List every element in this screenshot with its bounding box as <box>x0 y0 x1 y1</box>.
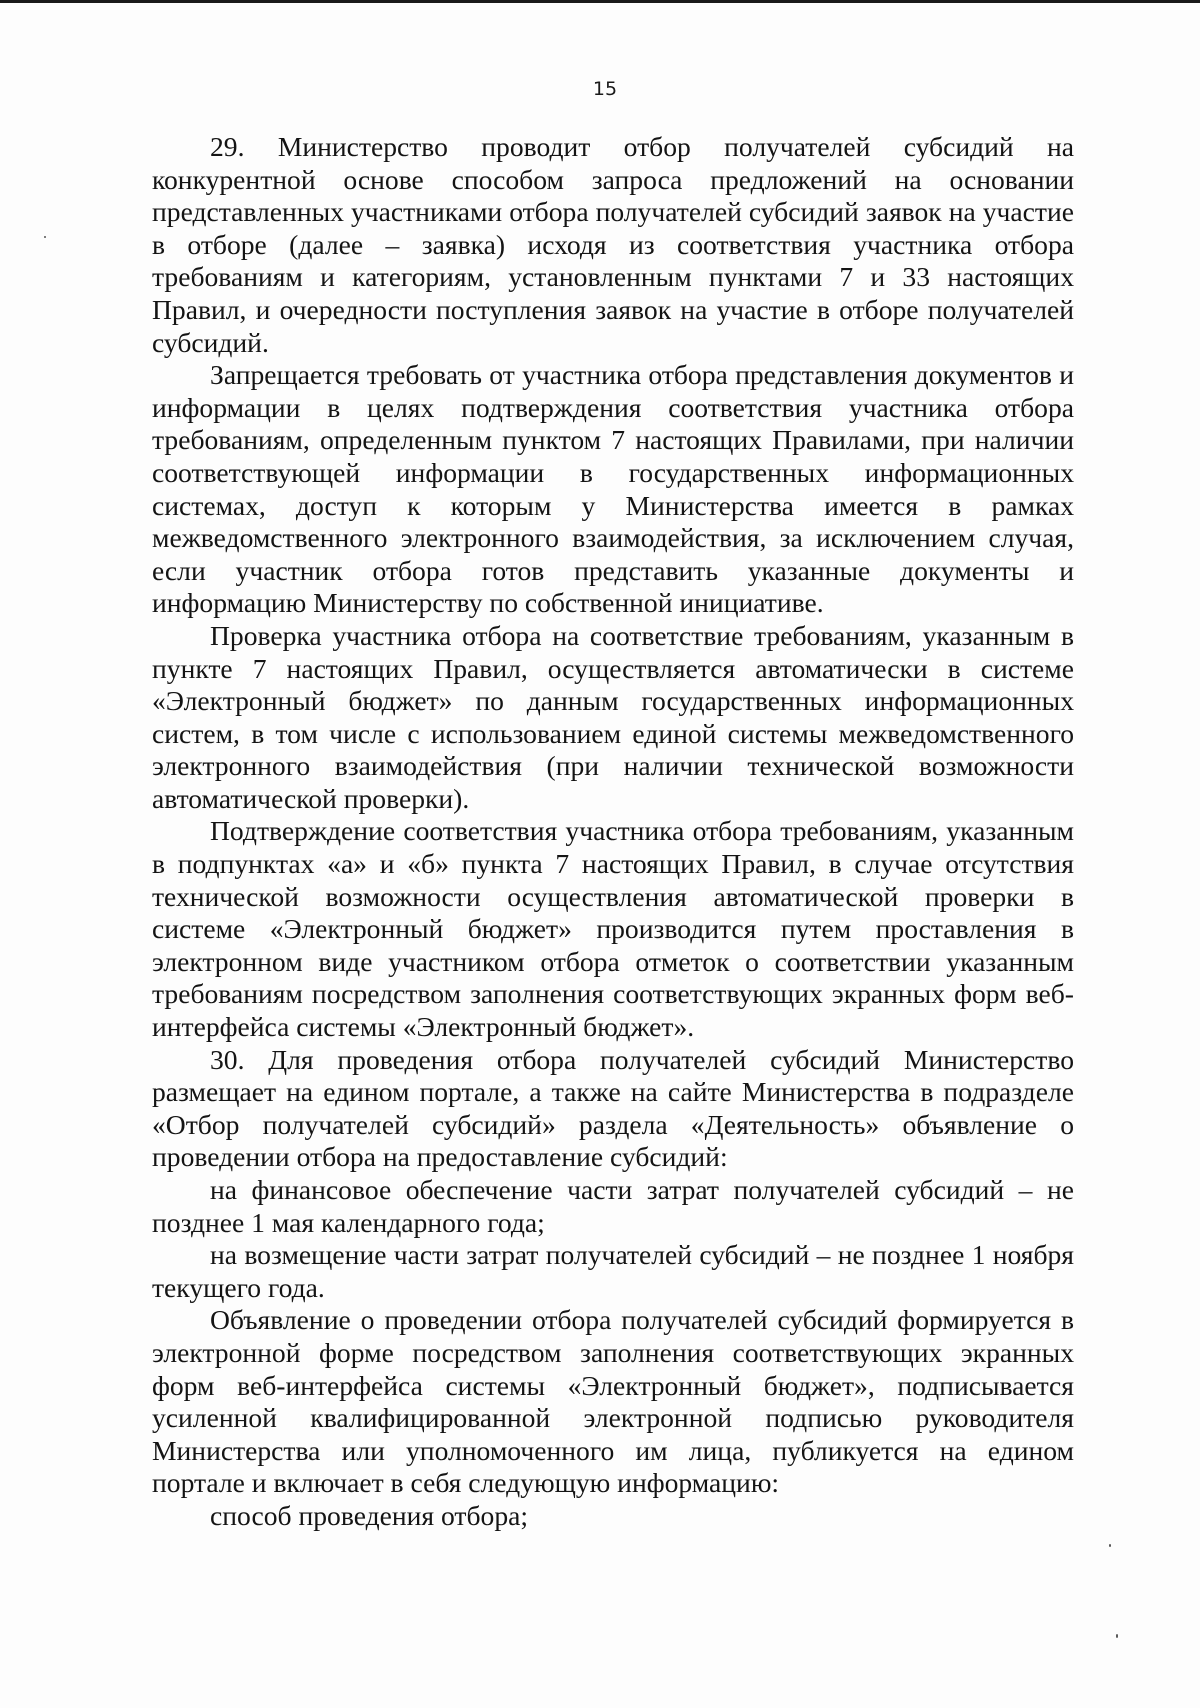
paragraph-selection-method: способ проведения отбора; <box>210 1499 529 1531</box>
paragraph-confirmation: Подтверждение соответствия участника отбора требованиям, указанным в подпунктах «а» и «б» пункта 7 настоящих Правил, в случае отсутствия технической возможности осуществления автоматической проверки в системе «Электронный бюджет» производится путем проставления в электронном виде участником отбора отметок о соответствии указанным требованиям посредством заполнения соответствующих экранных форм веб-интерфейса системы «Электронный бюджет». <box>152 815 1074 1043</box>
scan-speck <box>44 236 46 238</box>
paragraph-prohibition: Запрещается требовать от участника отбора представления документов и информации в целях подтверждения соответствия участника отбора требованиям, определенным пунктом 7 настоящих Правилами, при наличии соответствующей информации в государственных информационных системах, доступ к которым у Министерства имеется в рамках межведомственного электронного взаимодействия, за исключением случая, если участник отбора готов представить указанные документы и информацию Министерству по собственной инициативе. <box>152 359 1074 619</box>
paragraph-30: 30. Для проведения отбора получателей субсидий Министерство размещает на едином портале, а также на сайте Министерства в подразделе «Отбор получателей субсидий» раздела «Деятельность» объявление о проведении отбора на предоставление субсидий: <box>152 1043 1074 1173</box>
paragraph-reimbursement-deadline: на возмещение части затрат получателей субсидий – не позднее 1 ноября текущего года. <box>152 1239 1074 1303</box>
paragraph-announcement: Объявление о проведении отбора получателей субсидий формируется в электронной форме посредством заполнения соответствующих экранных форм веб-интерфейса системы «Электронный бюджет», подписывается усиленной квалифицированной электронной подписью руководителя Министерства или уполномоченного им лица, публикуется на едином портале и включает в себя следующую информацию: <box>152 1304 1074 1499</box>
scan-speck <box>1109 1544 1111 1547</box>
paragraph-verification: Проверка участника отбора на соответствие требованиям, указанным в пункте 7 настоящих Правил, осуществляется автоматически в системе «Электронный бюджет» по данным государственных информационных систем, в том числе с использованием единой системы межведомственного электронного взаимодействия (при наличии технической возможности автоматической проверки). <box>152 619 1074 814</box>
scan-speck <box>1116 1634 1118 1638</box>
page-number: 15 <box>592 78 618 100</box>
paragraph-financing-deadline: на финансовое обеспечение части затрат получателей субсидий – не позднее 1 мая календарного года; <box>152 1174 1074 1238</box>
document-body <box>152 131 1074 1533</box>
scan-top-edge <box>0 0 1200 3</box>
paragraph-29: 29. Министерство проводит отбор получателей субсидий на конкурентной основе способом запроса предложений на основании представленных участниками отбора получателей субсидий заявок на участие в отборе (далее – заявка) исходя из соответствия участника отбора требованиям и категориям, установленным пунктами 7 и 33 настоящих Правил, и очередности поступления заявок на участие в отборе получателей субсидий. <box>152 131 1074 358</box>
